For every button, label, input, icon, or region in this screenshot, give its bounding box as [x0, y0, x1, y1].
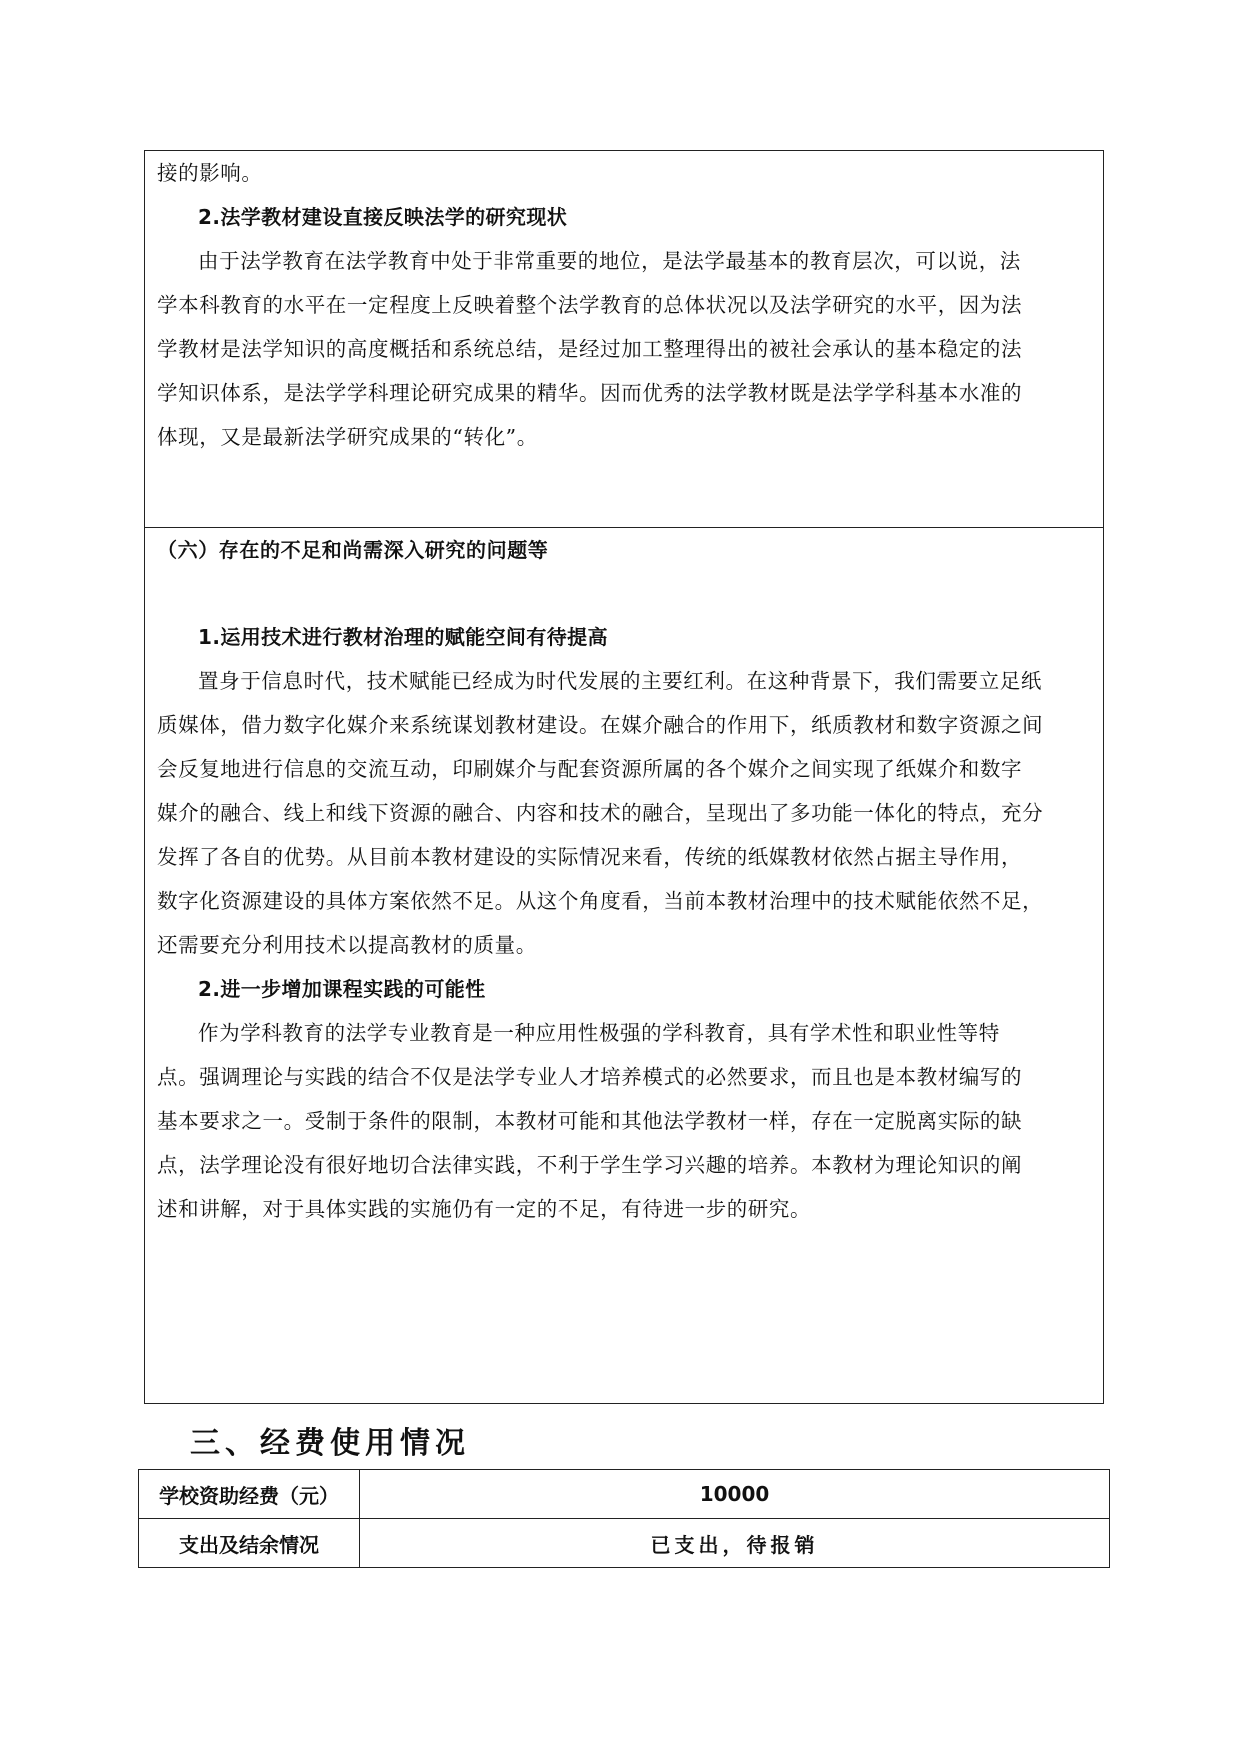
subheading-2: 2.法学教材建设直接反映法学的研究现状	[198, 205, 568, 229]
paragraph-line: 体现，又是最新法学研究成果的“转化”。	[157, 425, 538, 449]
paragraph-line: 学本科教育的水平在一定程度上反映着整个法学教育的总体状况以及法学研究的水平，因为法	[157, 293, 1023, 317]
paragraph-line: 置身于信息时代，技术赋能已经成为时代发展的主要红利。在这种背景下，我们需要立足纸	[198, 669, 1042, 693]
section-six-box	[144, 527, 1104, 1404]
funding-value: 10000	[360, 1470, 1110, 1519]
paragraph-line: 数字化资源建设的具体方案依然不足。从这个角度看，当前本教材治理中的技术赋能依然不足，	[157, 889, 1044, 913]
paragraph-line: 质媒体，借力数字化媒介来系统谋划教材建设。在媒介融合的作用下，纸质教材和数字资源之间	[157, 713, 1044, 737]
funding-label: 学校资助经费（元）	[139, 1470, 360, 1519]
paragraph-line: 点，法学理论没有很好地切合法律实践，不利于学生学习兴趣的培养。本教材为理论知识的阐	[157, 1153, 1023, 1177]
paragraph-line: 点。强调理论与实践的结合不仅是法学专业人才培养模式的必然要求，而且也是本教材编写的	[157, 1065, 1023, 1089]
continuation-text: 接的影响。	[157, 161, 263, 185]
funding-table	[138, 1469, 1110, 1568]
paragraph-line: 会反复地进行信息的交流互动，印刷媒介与配套资源所属的各个媒介之间实现了纸媒介和数字	[157, 757, 1023, 781]
table-row	[139, 1519, 1110, 1568]
paragraph-line: 作为学科教育的法学专业教育是一种应用性极强的学科教育，具有学术性和职业性等特	[198, 1021, 1000, 1045]
paragraph-line: 媒介的融合、线上和线下资源的融合、内容和技术的融合，呈现出了多功能一体化的特点，充分	[157, 801, 1044, 825]
balance-label: 支出及结余情况	[139, 1519, 360, 1568]
paragraph-line: 由于法学教育在法学教育中处于非常重要的地位，是法学最基本的教育层次，可以说，法	[198, 249, 1021, 273]
paragraph-line: 学教材是法学知识的高度概括和系统总结，是经过加工整理得出的被社会承认的基本稳定的法	[157, 337, 1023, 361]
subheading-1: 1.运用技术进行教材治理的赋能空间有待提高	[198, 625, 608, 649]
section-three-title: 三、经费使用情况	[190, 1426, 470, 1461]
paragraph-line: 学知识体系，是法学学科理论研究成果的精华。因而优秀的法学教材既是法学学科基本水准的	[157, 381, 1023, 405]
subheading-2: 2.进一步增加课程实践的可能性	[198, 977, 486, 1001]
table-row	[139, 1470, 1110, 1519]
section-six-title: （六）存在的不足和尚需深入研究的问题等	[157, 538, 549, 562]
balance-value: 已支出，待报销	[360, 1519, 1110, 1568]
paragraph-line: 基本要求之一。受制于条件的限制，本教材可能和其他法学教材一样，存在一定脱离实际的缺	[157, 1109, 1023, 1133]
paragraph-line: 还需要充分利用技术以提高教材的质量。	[157, 933, 537, 957]
section-five-box	[144, 150, 1104, 528]
paragraph-line: 述和讲解，对于具体实践的实施仍有一定的不足，有待进一步的研究。	[157, 1197, 812, 1221]
paragraph-line: 发挥了各自的优势。从目前本教材建设的实际情况来看，传统的纸媒教材依然占据主导作用，	[157, 845, 1023, 869]
